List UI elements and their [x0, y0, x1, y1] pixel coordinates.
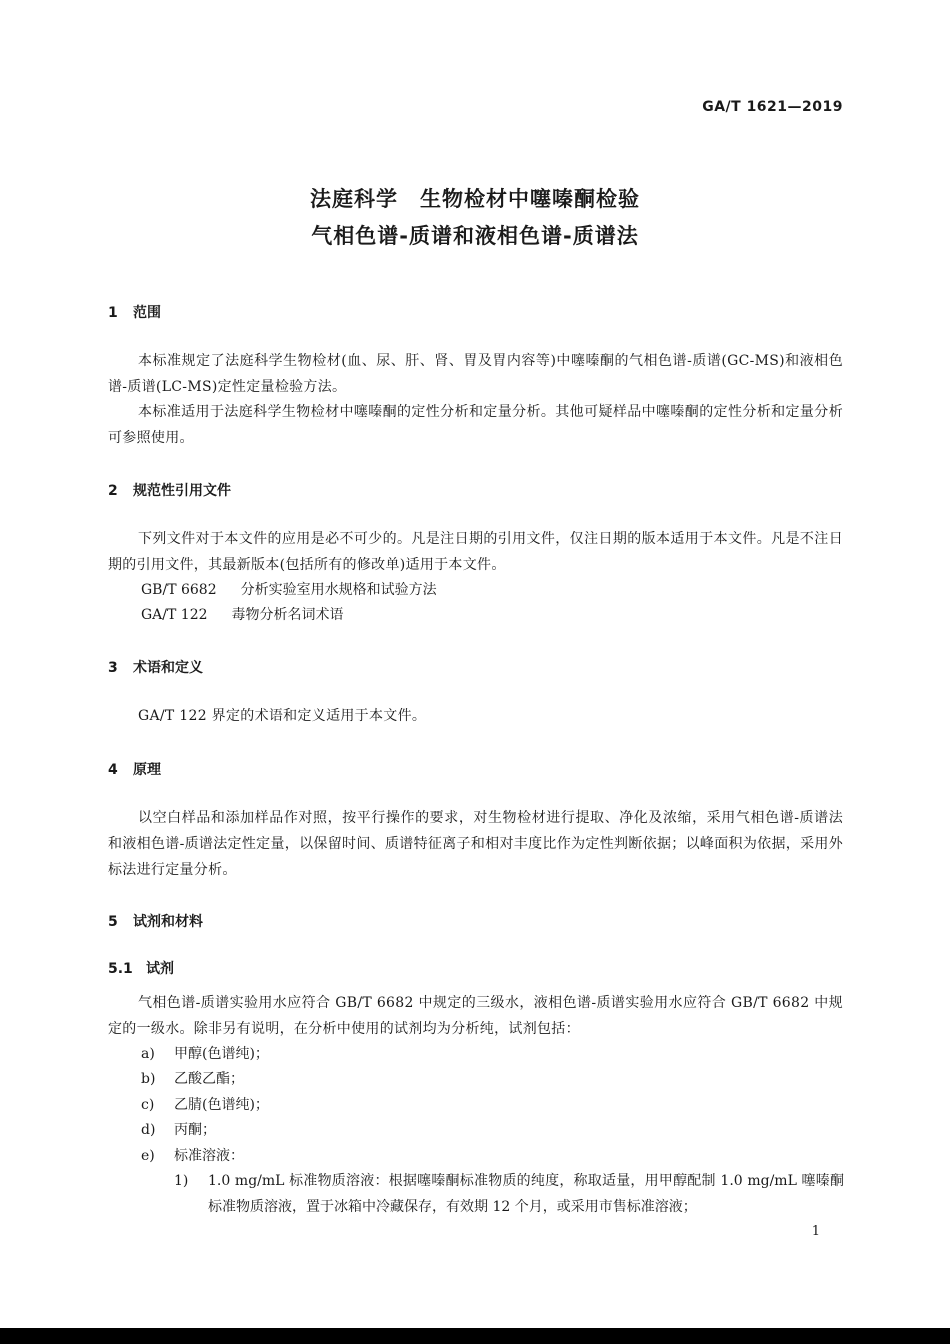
reference-item	[141, 577, 437, 603]
section-4-paragraph-1: 以空白样品和添加样品作对照，按平行操作的要求，对生物检材进行提取、净化及浓缩，采用气相色谱-质谱法和液相色谱-质谱法定性定量，以保留时间、质谱特征离子和相对丰度比作为定性判断依据；以峰面积为依据，采用外标法进行定量分析。	[108, 810, 843, 878]
page-number: 1	[811, 1224, 820, 1239]
reference-item	[141, 602, 344, 628]
section-title: 原理	[133, 762, 161, 778]
reference-code: GA/T 122	[141, 607, 208, 623]
list-item	[141, 1092, 269, 1118]
title-line-1: 法庭科学 生物检材中噻嗪酮检验	[310, 187, 640, 211]
list-item	[141, 1117, 216, 1143]
section-2-heading	[108, 480, 231, 500]
list-text: 乙腈(色谱纯)；	[174, 1097, 269, 1113]
section-title: 规范性引用文件	[133, 483, 231, 499]
list-item	[141, 1066, 244, 1092]
section-title: 试剂	[146, 961, 174, 977]
list-item	[141, 1143, 244, 1169]
section-5-heading	[108, 911, 203, 931]
list-text: 乙酸乙酯；	[174, 1071, 244, 1087]
section-1-heading	[108, 302, 161, 322]
reference-title: 毒物分析名词术语	[231, 607, 344, 623]
section-3-heading	[108, 657, 203, 677]
section-number: 2	[108, 483, 118, 499]
section-number: 1	[108, 305, 118, 321]
list-text: 1.0 mg/mL 标准物质溶液：根据噻嗪酮标准物质的纯度，称取适量，用甲醇配制 1.0 mg/mL 噻嗪酮标准物质溶液，置于冰箱中冷藏保存，有效期 12 个月，或采用市售标准溶液；	[208, 1173, 844, 1215]
sub-list-item	[174, 1168, 844, 1220]
list-text: 甲醇(色谱纯)；	[174, 1046, 269, 1062]
list-marker: d)	[141, 1122, 156, 1138]
section-4-heading	[108, 759, 161, 779]
bottom-border	[0, 1328, 950, 1344]
list-text: 丙酮；	[174, 1122, 216, 1138]
list-item	[141, 1041, 269, 1067]
list-marker: b)	[141, 1071, 156, 1087]
section-1-paragraph-1: 本标准规定了法庭科学生物检材(血、尿、肝、肾、胃及胃内容等)中噻嗪酮的气相色谱-质谱(GC-MS)和液相色谱-质谱(LC-MS)定性定量检验方法。	[108, 353, 843, 395]
section-number: 3	[108, 660, 118, 676]
section-title: 范围	[133, 305, 161, 321]
section-1-paragraph-2: 本标准适用于法庭科学生物检材中噻嗪酮的定性分析和定量分析。其他可疑样品中噻嗪酮的定性分析和定量分析可参照使用。	[108, 404, 843, 446]
title-line-2: 气相色谱-质谱和液相色谱-质谱法	[311, 224, 639, 248]
list-text: 标准溶液：	[174, 1148, 244, 1164]
list-marker: a)	[141, 1046, 155, 1062]
list-marker: 1)	[174, 1173, 189, 1189]
document-number: GA/T 1621—2019	[702, 99, 843, 115]
section-5-1-paragraph-1: 气相色谱-质谱实验用水应符合 GB/T 6682 中规定的三级水，液相色谱-质谱实验用水应符合 GB/T 6682 中规定的一级水。除非另有说明，在分析中使用的试剂均为分析纯，试剂包括：	[108, 995, 843, 1037]
section-2-paragraph-1: 下列文件对于本文件的应用是必不可少的。凡是注日期的引用文件，仅注日期的版本适用于本文件。凡是不注日期的引用文件，其最新版本(包括所有的修改单)适用于本文件。	[108, 531, 843, 573]
reference-code: GB/T 6682	[141, 582, 217, 598]
section-5-1-heading	[108, 958, 174, 978]
section-title: 试剂和材料	[133, 914, 203, 930]
section-number: 4	[108, 762, 118, 778]
reference-title: 分析实验室用水规格和试验方法	[240, 582, 437, 598]
list-marker: c)	[141, 1097, 155, 1113]
section-3-paragraph-1: GA/T 122 界定的术语和定义适用于本文件。	[138, 708, 427, 724]
section-number: 5	[108, 914, 118, 930]
list-marker: e)	[141, 1148, 155, 1164]
section-title: 术语和定义	[133, 660, 203, 676]
section-number: 5.1	[108, 961, 133, 977]
